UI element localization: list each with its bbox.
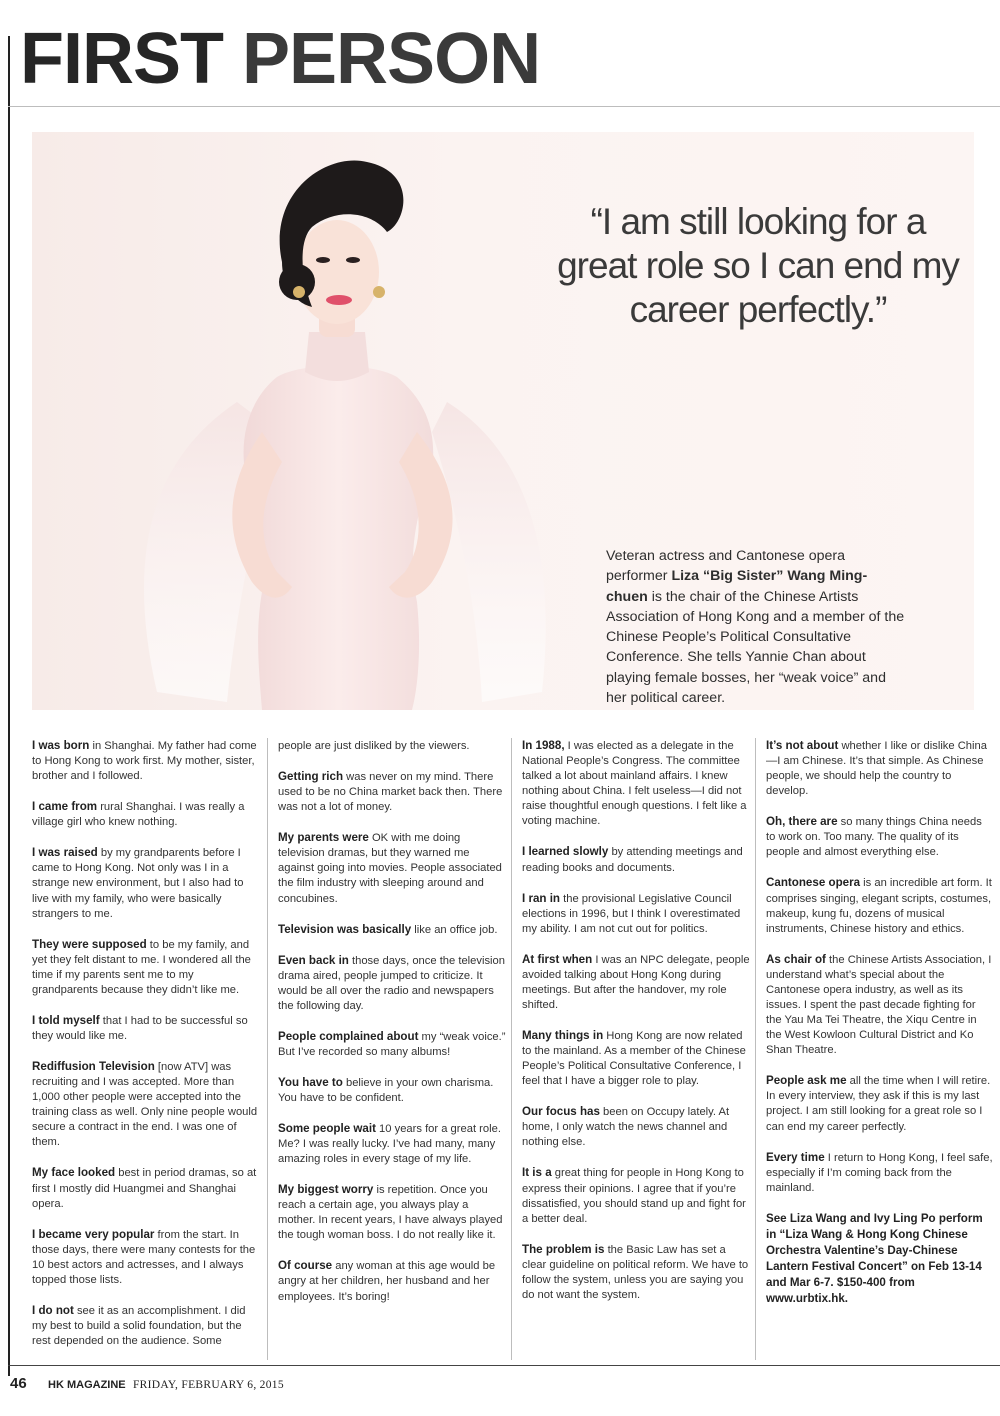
paragraph bbox=[278, 738, 506, 754]
paragraph-lead: Some people wait bbox=[278, 1121, 376, 1135]
paragraph-text: like an office job. bbox=[411, 923, 498, 936]
paragraph bbox=[522, 952, 750, 1013]
paragraph-text: those days, once the television drama aired, people jumped to criticize. It would be all over the radio and newspapers the following day. bbox=[278, 954, 505, 1012]
page-number: 46 bbox=[10, 1375, 27, 1392]
paragraph-lead: Many things in bbox=[522, 1028, 604, 1042]
paragraph bbox=[278, 922, 506, 938]
paragraph bbox=[32, 937, 260, 998]
intro-blurb bbox=[606, 546, 906, 708]
paragraph-lead: At first when bbox=[522, 952, 593, 966]
intro-subject-name: Liza “Big Sister” Wang Ming-chuen bbox=[606, 568, 868, 605]
paragraph-lead: Even back in bbox=[278, 953, 349, 967]
paragraph-lead: I was raised bbox=[32, 846, 98, 860]
paragraph-lead: Cantonese opera bbox=[766, 876, 861, 890]
paragraph-lead: In 1988, bbox=[522, 739, 565, 752]
paragraph-lead: I told myself bbox=[32, 1013, 100, 1027]
paragraph bbox=[278, 1182, 506, 1243]
paragraph-lead: I learned slowly bbox=[522, 845, 609, 859]
paragraph-lead: The problem is bbox=[522, 1242, 605, 1256]
paragraph-lead: Our focus has bbox=[522, 1105, 600, 1119]
intro-rest: is the chair of the Chinese Artists Association of Hong Kong and a member of the Chinese People’s Political Consultative Conference. She tells Yannie Chan about playing female bosses, her “weak voice” and her political career. bbox=[606, 588, 905, 707]
paragraph bbox=[32, 1303, 260, 1349]
paragraph-lead: It’s not about bbox=[766, 739, 839, 752]
paragraph bbox=[522, 1242, 750, 1303]
paragraph-text: the Chinese Artists Association, I understand what’s special about the Cantonese opera industry, as well as its issues. I spent the past decade fighting for the Yau Ma Tei Theatre, the Xiqu Centre in the West Kowloon Cultural District and Ko Shan Theatre. bbox=[766, 953, 992, 1057]
paragraph bbox=[32, 1165, 260, 1211]
paragraph-lead: Television was basically bbox=[278, 922, 412, 936]
paragraph-text: that I had to be successful so they would like me. bbox=[32, 1014, 248, 1042]
paragraph-lead: You have to bbox=[278, 1075, 343, 1089]
paragraph bbox=[522, 891, 750, 937]
paragraph-text: by my grandparents before I came to Hong Kong. Not only was I in a strange new environment, but I also had to live with my family, who were basically strangers to me. bbox=[32, 847, 244, 920]
paragraph bbox=[522, 1028, 750, 1089]
paragraph-lead: As chair of bbox=[766, 952, 826, 966]
paragraph bbox=[766, 875, 994, 936]
paragraph bbox=[32, 845, 260, 921]
paragraph-lead: People ask me bbox=[766, 1074, 847, 1088]
paragraph-text: 10 years for a great role. Me? I was really lucky. I’ve had many, many amazing roles in every stage of my life. bbox=[278, 1122, 501, 1166]
paragraph-text: Hong Kong are now related to the mainland. As a member of the Chinese People’s Political Consultative Conference, I feel that I have a bigger role to play. bbox=[522, 1029, 746, 1088]
paragraph-lead: Getting rich bbox=[278, 769, 344, 783]
earring-right bbox=[373, 286, 385, 298]
paragraph-text: whether I like or dislike China—I am Chinese. It’s that simple. As Chinese people, we should help the country to develop. bbox=[766, 740, 987, 798]
paragraph-lead: My face looked bbox=[32, 1166, 116, 1180]
paragraph bbox=[32, 1227, 260, 1288]
paragraph bbox=[32, 1013, 260, 1044]
paragraph-text: see it as an accomplishment. I did my best to build a solid foundation, but the rest depended on the audience. Some bbox=[32, 1304, 246, 1348]
paragraph-text: best in period dramas, so at first I mostly did Huangmei and Shanghai opera. bbox=[32, 1167, 257, 1210]
paragraph-lead: I ran in bbox=[522, 891, 561, 905]
paragraph bbox=[522, 1165, 750, 1226]
paragraph-lead: Rediffusion Television bbox=[32, 1059, 155, 1073]
issue-date: FRIDAY, FEBRUARY 6, 2015 bbox=[132, 1379, 284, 1391]
paragraph-lead: My biggest worry bbox=[278, 1183, 374, 1197]
paragraph-text: is an incredible art form. It comprises singing, elegant scripts, costumes, makeup, kung fu, dozens of musical instruments, Chinese history and ethics. bbox=[766, 877, 992, 935]
section-title bbox=[20, 20, 540, 98]
paragraph-lead: Of course bbox=[278, 1259, 333, 1273]
paragraph-text: the provisional Legislative Council elections in 1996, but I think I overestimated my ability. I am not cut out for politics. bbox=[522, 892, 741, 935]
article-body bbox=[24, 738, 1000, 1360]
page-footer bbox=[10, 1375, 284, 1392]
eye-left bbox=[316, 257, 330, 263]
paragraph-text: by attending meetings and reading books and documents. bbox=[522, 846, 743, 874]
quote-close-mark: ” bbox=[875, 289, 887, 330]
paragraph bbox=[522, 738, 750, 830]
paragraph-text: believe in your own charisma. You have to be confident. bbox=[278, 1076, 494, 1104]
paragraph-text: all the time when I will retire. In every interview, they ask if this is my last project. I am still looking for a great role so I can end my career perfectly. bbox=[766, 1075, 991, 1133]
collar bbox=[305, 332, 369, 381]
paragraph bbox=[278, 953, 506, 1014]
paragraph-lead: I do not bbox=[32, 1303, 74, 1317]
paragraph bbox=[32, 799, 260, 830]
dress bbox=[244, 366, 434, 710]
paragraph bbox=[278, 1029, 506, 1060]
title-divider bbox=[8, 106, 1000, 107]
column-divider bbox=[511, 738, 512, 1360]
paragraph-text: my “weak voice.” But I’ve recorded so many albums! bbox=[278, 1030, 506, 1058]
paragraph-text: so many things China needs to work on. Too many. The quality of its people and almost everything else. bbox=[766, 816, 982, 859]
paragraph-text: to be my family, and yet they felt distant to me. I wondered all the time if my parents sent me to my grandparents because they didn’t like me. bbox=[32, 938, 251, 996]
paragraph-text: any woman at this age would be angry at her children, her husband and her employees. It’s boring! bbox=[278, 1260, 496, 1303]
paragraph bbox=[32, 1059, 260, 1151]
portrait-illustration bbox=[87, 132, 587, 710]
paragraph bbox=[32, 738, 260, 784]
article-column-1 bbox=[32, 738, 260, 1364]
paragraph-lead: People complained about bbox=[278, 1029, 419, 1043]
event-info bbox=[766, 1211, 994, 1308]
paragraph-text: I was elected as a delegate in the National People’s Congress. The committee talked a lot about mainland affairs. I knew nothing about China. I felt useless—I did not raise thoughtful enough questions. I felt like a voting machine. bbox=[522, 740, 747, 828]
paragraph-text: people are just disliked by the viewers. bbox=[278, 740, 470, 752]
paragraph-text: OK with me doing television dramas, but they warned me against going into movies. People associated the film industry with sleeping around and concubines. bbox=[278, 832, 502, 905]
paragraph-text: is repetition. Once you reach a certain age, you always play a mother. In recent years, I have always played the tough woman boss. I do not really like it. bbox=[278, 1184, 503, 1242]
paragraph-text: I was an NPC delegate, people avoided talking about Hong Kong during meetings. But after the handover, my role shifted. bbox=[522, 953, 750, 1011]
paragraph bbox=[278, 1075, 506, 1106]
paragraph-text: [now ATV] was recruiting and I was accepted. More than 1,000 other people were accepted into the training class as well. Only nine people would secure a contract in the end. I was one of them. bbox=[32, 1060, 258, 1149]
earring-left bbox=[293, 286, 305, 298]
paragraph-text: in Shanghai. My father had come to Hong Kong to work first. My mother, sister, brother and I followed. bbox=[32, 740, 257, 783]
paragraph-lead: My parents were bbox=[278, 831, 369, 845]
paragraph-text: from the start. In those days, there were many contests for the 10 best actors and actresses, and I always topped those lists. bbox=[32, 1228, 256, 1286]
paragraph bbox=[766, 738, 994, 799]
paragraph bbox=[766, 814, 994, 860]
intro-lead: Veteran actress and Cantonese opera performer bbox=[606, 548, 845, 585]
paragraph bbox=[522, 1104, 750, 1150]
paragraph bbox=[278, 1258, 506, 1304]
quote-text: I am still looking for a great role so I can end my career perfectly. bbox=[557, 201, 959, 330]
paragraph-lead: Oh, there are bbox=[766, 815, 838, 829]
quote-open-mark: “ bbox=[590, 201, 602, 242]
column-divider bbox=[755, 738, 756, 1360]
column-divider bbox=[267, 738, 268, 1360]
paragraph bbox=[766, 1150, 994, 1196]
paragraph-text: I return to Hong Kong, I feel safe, especially if I’m coming back from the mainland. bbox=[766, 1151, 993, 1194]
article-column-3 bbox=[522, 738, 750, 1318]
lips bbox=[326, 295, 352, 305]
paragraph-lead: I came from bbox=[32, 800, 98, 814]
paragraph-lead: I was born bbox=[32, 739, 90, 752]
pull-quote bbox=[548, 200, 968, 332]
paragraph-text: was never on my mind. There used to be no China market back then. There was not a lot of money. bbox=[278, 770, 503, 814]
paragraph-text: been on Occupy lately. At home, I only watch the news channel and nothing else. bbox=[522, 1106, 730, 1149]
paragraph bbox=[278, 1121, 506, 1167]
paragraph-lead: It is a bbox=[522, 1166, 552, 1180]
paragraph bbox=[766, 952, 994, 1059]
section-title-first: FIRST bbox=[20, 19, 223, 99]
eye-right bbox=[346, 257, 360, 263]
cape-right bbox=[432, 402, 546, 702]
magazine-name: HK MAGAZINE bbox=[48, 1379, 126, 1391]
paragraph-lead: Every time bbox=[766, 1150, 825, 1164]
paragraph-text: the Basic Law has set a clear guideline on political reform. We have to follow the system, unless you are saying you do not want the system. bbox=[522, 1243, 749, 1301]
paragraph bbox=[278, 769, 506, 815]
paragraph-lead: They were supposed bbox=[32, 937, 147, 951]
article-column-2 bbox=[278, 738, 506, 1320]
paragraph-text: rural Shanghai. I was really a village girl who knew nothing. bbox=[32, 801, 245, 829]
paragraph-text: great thing for people in Hong Kong to express their opinions. I agree that if you’re dissatisfied, you should stand up and fight for a better deal. bbox=[522, 1167, 746, 1225]
article-column-4 bbox=[766, 738, 994, 1322]
event-info-text: See Liza Wang and Ivy Ling Po perform in “Liza Wang & Hong Kong Chinese Orchestra Valentine’s Day-Chinese Lantern Festival Concert” on Feb 13-14 and Mar 6-7. $150-400 from www.urbtix.hk. bbox=[766, 1211, 983, 1306]
paragraph bbox=[278, 830, 506, 906]
paragraph bbox=[766, 1073, 994, 1134]
left-margin-rule bbox=[8, 36, 10, 1376]
paragraph-lead: I became very popular bbox=[32, 1227, 155, 1241]
section-title-second: PERSON bbox=[242, 19, 541, 99]
footer-divider bbox=[8, 1365, 1000, 1366]
paragraph bbox=[522, 844, 750, 875]
